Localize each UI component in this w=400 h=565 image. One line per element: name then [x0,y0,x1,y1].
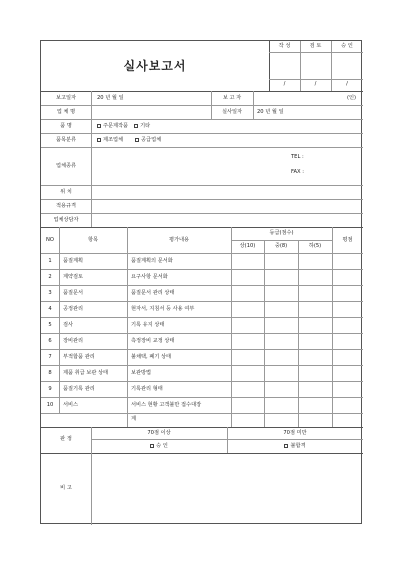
item-label: 품 명 [60,123,72,129]
eval-row-item: 품질계획 [63,258,84,264]
eval-row-no: 5 [48,322,52,328]
eval-header-content: 평가내용 [168,237,190,243]
approval-sign-approver[interactable] [331,53,363,79]
eval-row-no: 10 [46,402,54,408]
notes-field[interactable] [92,454,363,524]
judgment-label: 판 정 [60,436,72,442]
tel-label: TEL : [291,154,304,160]
eval-row-no: 2 [48,274,52,280]
eval-row-item: 계약검토 [63,274,84,280]
eval-row-no: 8 [48,370,52,376]
eval-row-content: 기록관리 형태 [131,386,163,392]
category-label: 품목분류 [55,137,77,143]
eval-row-content: 현자서, 지침서 등 사용 여부 [131,306,195,312]
item-checkbox-other[interactable] [134,124,138,128]
category-checkbox-supplier[interactable] [135,138,139,142]
eval-header-grade-low: 하(5) [308,243,322,249]
approval-date-approver[interactable]: / [346,81,348,87]
report-form [40,40,362,524]
standard-field[interactable] [92,200,363,213]
eval-row-no: 6 [48,338,52,344]
reporter-seal: (인) [347,95,357,101]
eval-row-item: 공정관리 [63,306,84,312]
eval-row-no: 9 [48,386,52,392]
eval-header-grade-high: 상(10) [239,243,256,249]
approval-header-approver: 승 인 [341,43,353,49]
approval-sign-writer[interactable] [269,53,300,79]
eval-header-remark: 평점 [342,237,353,243]
reporter-label: 보 고 자 [222,95,242,101]
location-field[interactable] [92,186,363,199]
eval-header-no: NO [46,237,54,243]
eval-row-item: 제품 취급 보관 상태 [63,370,109,376]
fail-option: 불합격 [227,443,363,450]
manager-label: 업체상담자 [53,217,79,223]
eval-row-content: 품질계획의 문서화 [131,258,173,264]
eval-row-item: 부적합품 관리 [63,354,95,360]
eval-row-no: 3 [48,290,52,296]
category-options: 제조업체 공급업체 [97,137,161,144]
business-type-label: 업체종류 [55,163,77,169]
inspection-date-label: 실사일자 [221,109,243,115]
pass-threshold: 70점 이상 [147,430,171,436]
eval-row-item: 장비관리 [63,338,84,344]
report-date-field[interactable]: 20 년 월 일 [97,95,124,101]
eval-row-content: 보관방법 [131,370,152,376]
eval-row-no: 1 [48,258,52,264]
eval-row-content: 요구사항 문서화 [131,274,168,280]
business-type-field[interactable] [92,148,292,185]
notes-label: 비 고 [60,485,72,491]
eval-row-item: 품질문서 [63,290,84,296]
eval-row-item: 검사 [63,322,74,328]
eval-row-content: 서비스 현황 고객불만 접수대장 [131,402,202,408]
approval-date-writer[interactable]: / [283,81,286,87]
standard-label: 적용규격 [55,203,77,209]
eval-row-item: 품질기록 관리 [63,386,95,392]
item-options: 주문제작품 기타 [97,123,150,130]
page-title: 실사보고서 [123,59,187,73]
eval-row-content: 측정장비 교정 상태 [131,338,175,344]
eval-row-content: 품질문서 관리 상태 [131,290,175,296]
fail-threshold: 70점 미만 [283,430,307,436]
eval-header-grade-mid: 중(8) [274,243,288,249]
eval-header-grade: 등급(점수) [269,230,294,236]
manager-field[interactable] [92,214,363,227]
pass-option: 승 인 [91,443,227,450]
fail-checkbox[interactable] [284,444,288,448]
approval-header-reviewer: 검 토 [309,43,322,49]
company-field[interactable] [92,106,211,119]
company-label: 업 체 명 [56,109,76,115]
eval-row-no: 4 [48,306,52,312]
category-checkbox-manufacturer[interactable] [97,138,101,142]
location-label: 위 치 [60,189,72,195]
approval-sign-reviewer[interactable] [300,53,331,79]
pass-checkbox[interactable] [150,444,154,448]
eval-row-content: 불채택, 폐기 상태 [131,354,172,360]
eval-row-no: 7 [48,354,52,360]
eval-total-label: 계 [131,416,137,422]
inspection-date-field[interactable]: 20 년 월 일 [257,109,284,115]
item-checkbox-custom[interactable] [97,124,101,128]
fax-label: FAX : [291,169,305,175]
eval-header-item: 항목 [87,237,99,243]
report-date-label: 보고일자 [55,95,77,101]
approval-date-reviewer[interactable]: / [314,81,317,87]
eval-row-item: 서비스 [63,402,79,408]
approval-header-writer: 작 성 [278,43,291,49]
eval-row-content: 기록 유지 상태 [131,322,165,328]
